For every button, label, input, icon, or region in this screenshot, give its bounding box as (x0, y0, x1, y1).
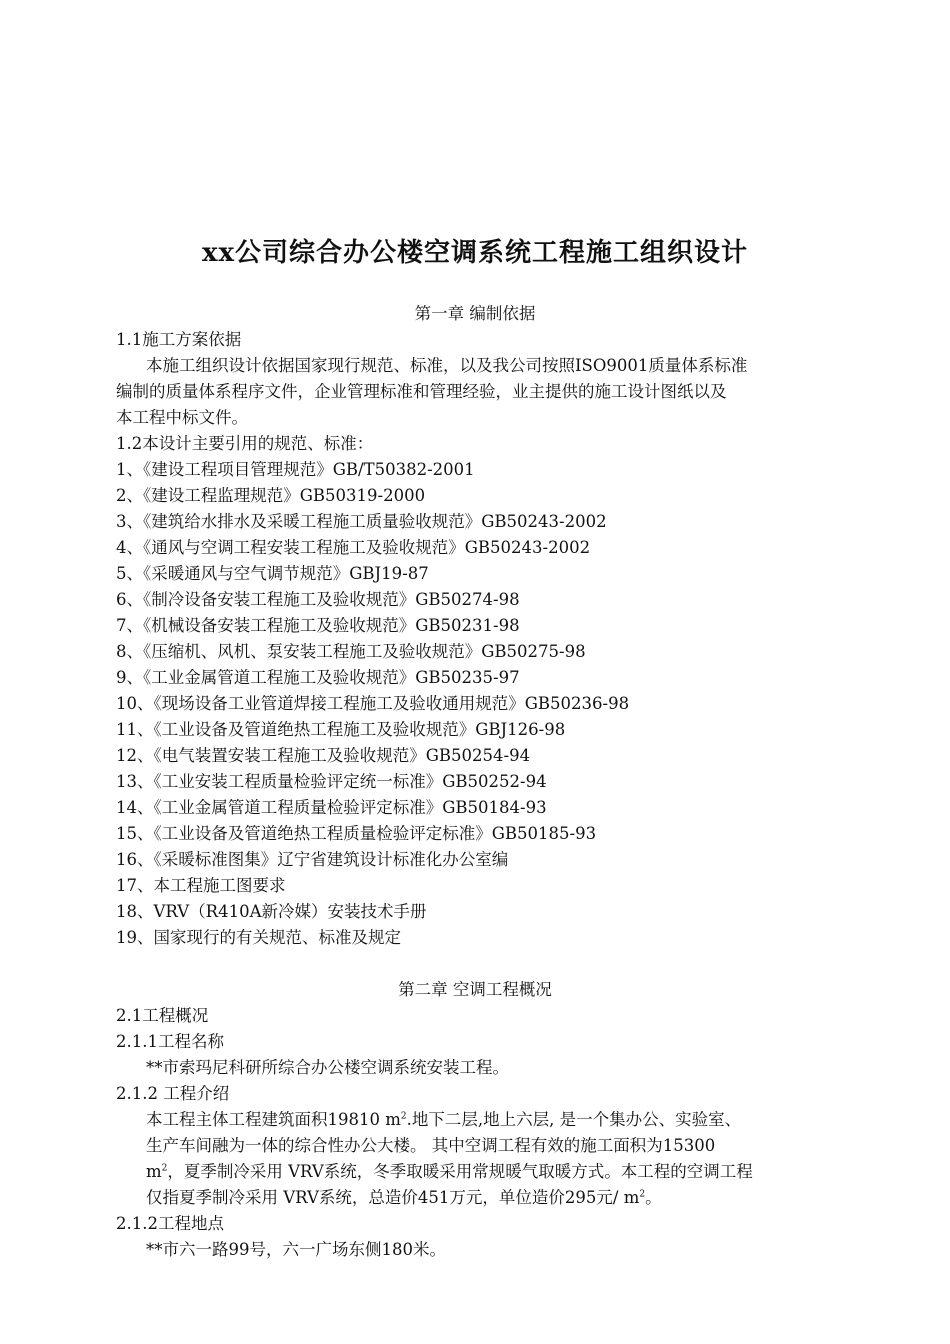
reference-list (116, 457, 836, 951)
project-intro-paragraph (116, 1107, 836, 1211)
document-body (116, 301, 836, 1263)
chapter-2-heading: 第二章 空调工程概况 (398, 980, 552, 999)
reference-item: 9、《工业金属管道工程施工及验收规范》GB50235-97 (116, 668, 520, 687)
paragraph-line: 生产车间融为一体的综合性办公大楼。 其中空调工程有效的施工面积为15300 (146, 1136, 716, 1155)
section-1-1-heading: 1.1施工方案依据 (116, 330, 242, 349)
reference-item: 13、《工业安装工程质量检验评定统一标准》GB50252-94 (116, 772, 547, 791)
project-name-text: **市索玛尼科研所综合办公楼空调系统安装工程。 (146, 1058, 509, 1077)
intro-text: 仅指夏季制冷采用 VRV系统，总造价451万元，单位造价295元/ m (146, 1188, 640, 1207)
intro-text: 本工程主体工程建筑面积19810 m (146, 1110, 401, 1129)
reference-item: 18、VRV（R410A新冷媒）安装技术手册 (116, 902, 427, 921)
intro-text: m (146, 1162, 162, 1181)
reference-item: 4、《通风与空调工程安装工程施工及验收规范》GB50243-2002 (116, 538, 591, 557)
paragraph-line (116, 1107, 836, 1133)
reference-item: 19、国家现行的有关规范、标准及规定 (116, 928, 401, 947)
paragraph-line: 本施工组织设计依据国家现行规范、标准，以及我公司按照ISO9001质量体系标准 (146, 356, 748, 375)
chapter-1-heading: 第一章 编制依据 (414, 304, 536, 323)
reference-item: 17、本工程施工图要求 (116, 876, 286, 895)
paragraph-line: 本工程中标文件。 (116, 408, 248, 427)
paragraph-line: 编制的质量体系程序文件，企业管理标准和管理经验，业主提供的施工设计图纸以及 (116, 382, 727, 401)
intro-text: .地下二层,地上六层, 是一个集办公、实验室、 (406, 1110, 742, 1129)
superscript: 2 (161, 1163, 168, 1174)
reference-item: 7、《机械设备安装工程施工及验收规范》GB50231-98 (116, 616, 520, 635)
reference-item: 10、《现场设备工业管道焊接工程施工及验收通用规范》GB50236-98 (116, 694, 630, 713)
project-location-text: **市六一路99号，六一广场东侧180米。 (146, 1240, 446, 1259)
section-2-1-1-heading: 2.1.1工程名称 (116, 1032, 224, 1051)
reference-item: 12、《电气装置安装工程施工及验收规范》GB50254-94 (116, 746, 531, 765)
document-title: xx公司综合办公楼空调系统工程施工组织设计 (201, 238, 748, 268)
superscript: 2 (639, 1189, 646, 1200)
reference-item: 11、《工业设备及管道绝热工程施工及验收规范》GBJ126-98 (116, 720, 566, 739)
reference-item: 14、《工业金属管道工程质量检验评定标准》GB50184-93 (116, 798, 547, 817)
reference-item: 1、《建设工程项目管理规范》GB/T50382-2001 (116, 460, 475, 479)
reference-item: 16、《采暖标准图集》辽宁省建筑设计标准化办公室编 (116, 850, 509, 869)
paragraph-line (116, 1159, 836, 1185)
section-2-1-2-heading: 2.1.2 工程介绍 (116, 1084, 230, 1103)
superscript: 2 (400, 1111, 407, 1122)
intro-text: 。 (645, 1188, 662, 1207)
section-2-1-heading: 2.1工程概况 (116, 1006, 209, 1025)
section-1-2-heading: 1.2本设计主要引用的规范、标准： (116, 434, 374, 453)
paragraph-line (116, 1185, 836, 1211)
reference-item: 6、《制冷设备安装工程施工及验收规范》GB50274-98 (116, 590, 520, 609)
reference-item: 15、《工业设备及管道绝热工程质量检验评定标准》GB50185-93 (116, 824, 597, 843)
section-1-1-paragraph (116, 353, 836, 431)
reference-item: 5、《采暖通风与空气调节规范》GBJ19-87 (116, 564, 429, 583)
reference-item: 8、《压缩机、风机、泵安装工程施工及验收规范》GB50275-98 (116, 642, 586, 661)
spacer (116, 951, 836, 977)
reference-item: 2、《建设工程监理规范》GB50319-2000 (116, 486, 426, 505)
reference-item: 3、《建筑给水排水及采暖工程施工质量验收规范》GB50243-2002 (116, 512, 607, 531)
section-2-1-2-location-heading: 2.1.2工程地点 (116, 1214, 224, 1233)
intro-text: ，夏季制冷采用 VRV系统，冬季取暖采用常规暖气取暖方式。本工程的空调工程 (167, 1162, 753, 1181)
